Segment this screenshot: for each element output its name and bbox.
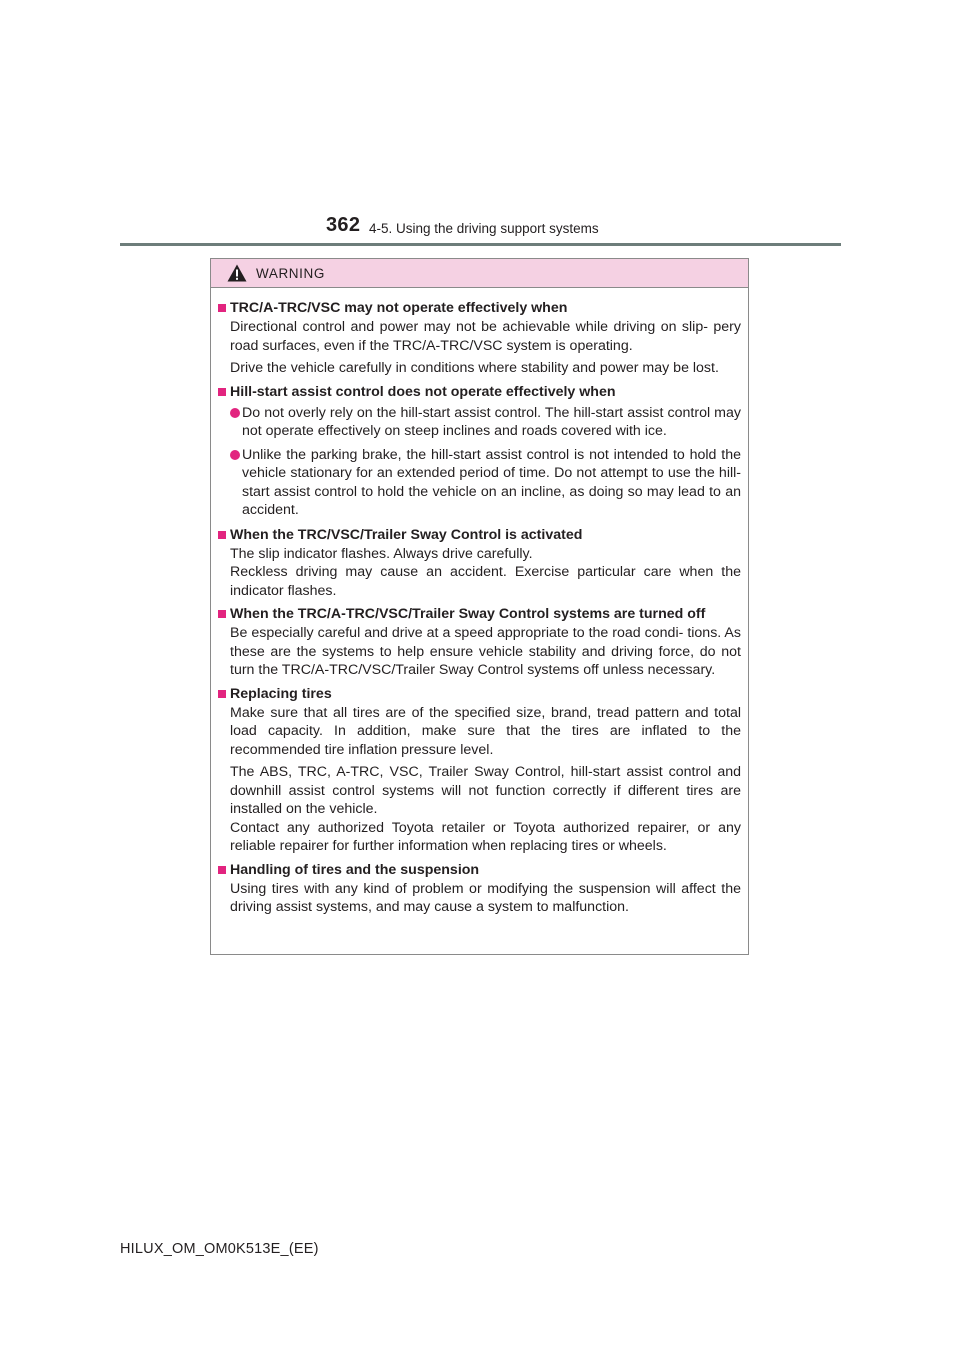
warning-triangle-icon xyxy=(227,264,247,282)
item-title-text: Hill-start assist control does not operate effectively when xyxy=(230,383,616,400)
item-title-text: Handling of tires and the suspension xyxy=(230,861,480,878)
bullet-text: Do not overly rely on the hill-start assist control. The hill-start assist control may not operate effectively on steep inclines and roads covered with ice. xyxy=(242,404,741,439)
item-paragraph: Be especially careful and drive at a speed appropriate to the road condi- tions. As these are the systems to help ensure vehicle stability and driving force, do not turn the TRC/A-TRC/VSC/Trailer Sway Control systems off unless necessary. xyxy=(230,625,741,678)
page-number: 362 xyxy=(326,214,361,236)
item-paragraph: Reckless driving may cause an accident. Exercise particular care when the indicator flashes. xyxy=(230,564,741,599)
bullet-text: Unlike the parking brake, the hill-start assist control is not intended to hold the vehicle stationary for an extended period of time. Do not attempt to use the hill-start assist control to hold the vehicle on an incline, as doing so may lead to an accident. xyxy=(242,446,741,518)
bullet-item xyxy=(230,446,741,520)
item-title xyxy=(218,604,741,624)
item-title xyxy=(218,860,741,880)
square-bullet-icon xyxy=(218,531,226,539)
item-title xyxy=(218,382,741,402)
bullet-item xyxy=(230,404,741,441)
item-title xyxy=(218,684,741,704)
header-rule xyxy=(120,243,841,246)
square-bullet-icon xyxy=(218,690,226,698)
square-bullet-icon xyxy=(218,610,226,618)
item-paragraph: The ABS, TRC, A-TRC, VSC, Trailer Sway Control, hill-start assist control and downhill assist control systems will not function correctly if different tires are installed on the vehicle. xyxy=(230,764,741,817)
circle-bullet-icon xyxy=(230,408,240,418)
item-paragraph: The slip indicator flashes. Always drive carefully. xyxy=(230,545,533,562)
item-title-text: When the TRC/VSC/Trailer Sway Control is activated xyxy=(230,526,583,543)
square-bullet-icon xyxy=(218,304,226,312)
item-paragraph: Drive the vehicle carefully in conditions where stability and power may be lost. xyxy=(230,360,719,376)
footer-doc-code: HILUX_OM_OM0K513E_(EE) xyxy=(120,1241,319,1257)
warning-header xyxy=(211,259,748,288)
item-paragraph: Directional control and power may not be achievable while driving on slip- pery road surfaces, even if the TRC/A-TRC/VSC system is operating. xyxy=(230,319,741,354)
square-bullet-icon xyxy=(218,388,226,396)
warning-item-tires-suspension xyxy=(218,860,741,917)
warning-box xyxy=(210,258,749,955)
section-title: 4-5. Using the driving support systems xyxy=(369,221,599,236)
warning-item-systems-off xyxy=(218,604,741,680)
item-title xyxy=(218,525,741,545)
warning-item-trc-not-effective xyxy=(218,298,741,378)
square-bullet-icon xyxy=(218,866,226,874)
warning-item-replacing-tires xyxy=(218,684,741,856)
item-paragraph: Make sure that all tires are of the specified size, brand, tread pattern and total load capacity. In addition, make sure that the tires are inflated to the recommended tire inflation pressure level. xyxy=(230,704,741,758)
item-title-text: When the TRC/A-TRC/VSC/Trailer Sway Control systems are turned off xyxy=(230,606,706,622)
item-title xyxy=(218,298,741,318)
warning-label: WARNING xyxy=(256,265,325,281)
item-title-text: TRC/A-TRC/VSC may not operate effectively when xyxy=(230,300,568,316)
warning-body xyxy=(211,288,748,917)
item-title-text: Replacing tires xyxy=(230,685,332,702)
warning-item-trc-activated xyxy=(218,525,741,601)
warning-item-hill-start xyxy=(218,382,741,520)
circle-bullet-icon xyxy=(230,450,240,460)
item-paragraph: Contact any authorized Toyota retailer or Toyota authorized repairer, or any reliable repairer for further information when replacing tires or wheels. xyxy=(230,819,741,854)
item-paragraph: Using tires with any kind of problem or modifying the suspension will affect the driving assist systems, and may cause a system to malfunction. xyxy=(230,880,741,915)
